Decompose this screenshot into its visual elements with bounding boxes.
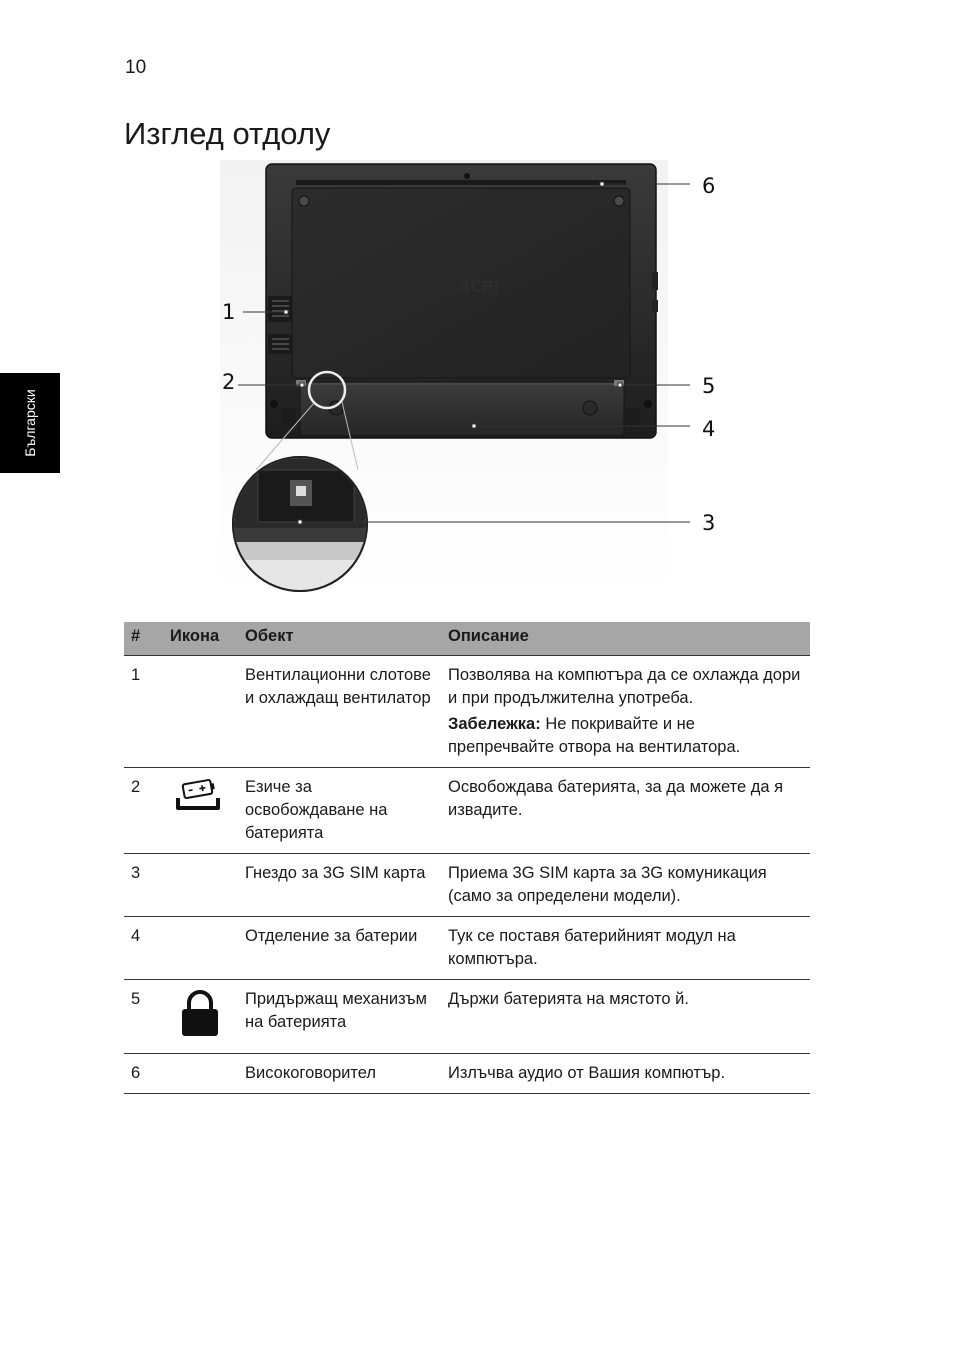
- laptop-bottom-view-figure: [0, 0, 954, 600]
- corner-right: [626, 408, 640, 426]
- table-row: [124, 656, 810, 768]
- row-icon-cell: [163, 854, 238, 917]
- row-note: [448, 713, 804, 759]
- row-description: Излъчва аудио от Вашия компютър.: [441, 1054, 810, 1094]
- note-label: Забележка:: [448, 715, 541, 733]
- row-number: 3: [124, 854, 163, 917]
- row-number: 5: [124, 980, 163, 1054]
- top-screw: [464, 173, 470, 179]
- callout-4: 4: [702, 417, 716, 441]
- callout-3: 3: [702, 511, 716, 535]
- table-row: [124, 980, 810, 1054]
- header-number: #: [124, 622, 163, 656]
- laptop-bottom-illustration: [0, 0, 954, 600]
- leader-dot-5: [618, 383, 622, 387]
- table-row: [124, 917, 810, 980]
- leader-dot-1: [284, 310, 288, 314]
- page-title: Изглед отдолу: [124, 116, 331, 151]
- corner-left: [282, 408, 296, 426]
- callout-2: 2: [222, 370, 236, 394]
- row-icon-cell: [163, 1054, 238, 1094]
- row-item: Високоговорител: [238, 1054, 441, 1094]
- language-side-tab-label: Български: [22, 389, 38, 457]
- row-icon-cell: [163, 980, 238, 1054]
- cover-screw-right: [614, 196, 624, 206]
- row-description-cell: [441, 656, 810, 768]
- row-item: Езиче за освобождаване на батерията: [238, 768, 441, 854]
- lock-icon: [180, 990, 220, 1038]
- table-row: [124, 1054, 810, 1094]
- foot-left: [270, 400, 278, 408]
- embossed-logo: acer: [458, 273, 502, 297]
- page-number: 10: [125, 57, 147, 78]
- header-description: Описание: [441, 622, 810, 656]
- row-icon-cell: [163, 768, 238, 854]
- row-item: Отделение за батерии: [238, 917, 441, 980]
- row-item: Вентилационни слотове и охлаждащ вентилатор: [238, 656, 441, 768]
- row-description: Освобождава батерията, за да можете да я извадите.: [441, 768, 810, 854]
- row-description: Тук се поставя батерийният модул на компютъра.: [441, 917, 810, 980]
- row-item: Придържащ механизъм на батерията: [238, 980, 441, 1054]
- leader-dot-6: [600, 182, 604, 186]
- note-text: Не покривайте и не препречвайте отвора на вентилатора.: [448, 715, 741, 756]
- side-port-2: [652, 300, 658, 312]
- table-row: [124, 854, 810, 917]
- component-table: [124, 622, 810, 1094]
- row-description: Приема 3G SIM карта за 3G комуникация (само за определени модели).: [441, 854, 810, 917]
- foot-right: [644, 400, 652, 408]
- row-number: 6: [124, 1054, 163, 1094]
- row-description: Държи батерията на мястото й.: [441, 980, 810, 1054]
- row-icon-cell: [163, 917, 238, 980]
- leader-dot-2: [300, 383, 304, 387]
- row-description: Позволява на компютъра да се охлажда дори и при продължителна употреба.: [448, 666, 801, 707]
- cover-screw-left: [299, 196, 309, 206]
- table-header-row: [124, 622, 810, 656]
- callout-6: 6: [702, 174, 716, 198]
- row-number: 4: [124, 917, 163, 980]
- row-number: 1: [124, 656, 163, 768]
- callout-5: 5: [702, 374, 716, 398]
- callout-1: 1: [222, 300, 236, 324]
- leader-dot-4: [472, 424, 476, 428]
- speaker-grille: [296, 180, 626, 185]
- battery-screw-right: [583, 401, 597, 415]
- battery-release-icon: [174, 778, 222, 812]
- header-item: Обект: [238, 622, 441, 656]
- leader-dot-3: [298, 520, 302, 524]
- row-item: Гнездо за 3G SIM карта: [238, 854, 441, 917]
- row-number: 2: [124, 768, 163, 854]
- row-icon-cell: [163, 656, 238, 768]
- table-row: [124, 768, 810, 854]
- side-port: [652, 272, 658, 290]
- header-icon: Икона: [163, 622, 238, 656]
